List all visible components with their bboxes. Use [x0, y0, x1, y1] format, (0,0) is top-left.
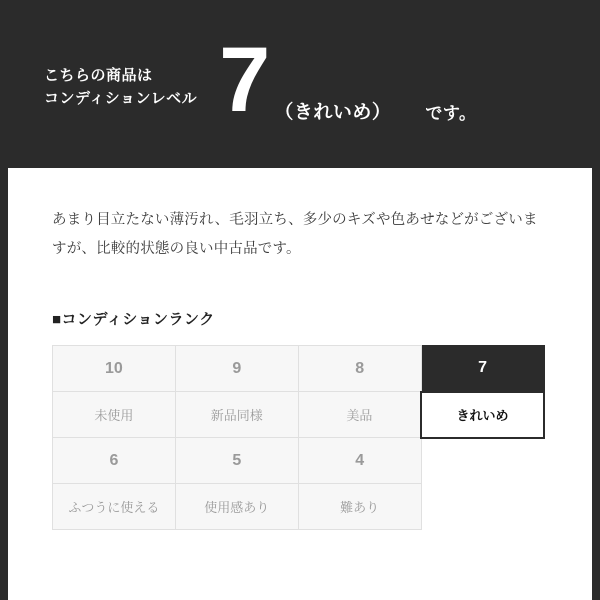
banner-level-name: （きれいめ） [274, 102, 392, 123]
rank-number-cell: 10 [53, 346, 176, 392]
condition-detail-card [8, 168, 592, 600]
banner-suffix-text: です。 [425, 104, 477, 123]
rank-number-cell: 6 [53, 438, 176, 484]
table-row [53, 484, 545, 530]
section-title-condition-rank: ■コンディションランク [52, 311, 215, 328]
banner-lead-text [44, 58, 197, 111]
rank-empty-cell [421, 484, 544, 530]
rank-label-cell: ふつうに使える [53, 484, 176, 530]
rank-number-cell: 4 [298, 438, 421, 484]
rank-label-cell-selected: きれいめ [421, 392, 544, 438]
rank-number-cell-selected: 7 [421, 346, 544, 392]
condition-banner [0, 0, 600, 168]
rank-number-cell: 9 [175, 346, 298, 392]
banner-lead-line2: コンディションレベル [44, 90, 198, 107]
table-row [53, 392, 545, 438]
rank-label-cell: 難あり [298, 484, 421, 530]
condition-description: あまり目立たない薄汚れ、毛羽立ち、多少のキズや色あせなどがございますが、比較的状態の良い中古品です。 [52, 212, 538, 257]
rank-label-cell: 新品同様 [175, 392, 298, 438]
rank-label-cell: 美品 [298, 392, 421, 438]
rank-empty-cell [421, 438, 544, 484]
table-row [53, 346, 545, 392]
rank-number-cell: 5 [175, 438, 298, 484]
banner-lead-line1: こちらの商品は [44, 66, 153, 84]
banner-level-number: 7 [219, 29, 269, 131]
rank-label-cell: 未使用 [53, 392, 176, 438]
table-row [53, 438, 545, 484]
condition-rank-table [52, 345, 545, 530]
rank-label-cell: 使用感あり [175, 484, 298, 530]
rank-number-cell: 8 [298, 346, 421, 392]
